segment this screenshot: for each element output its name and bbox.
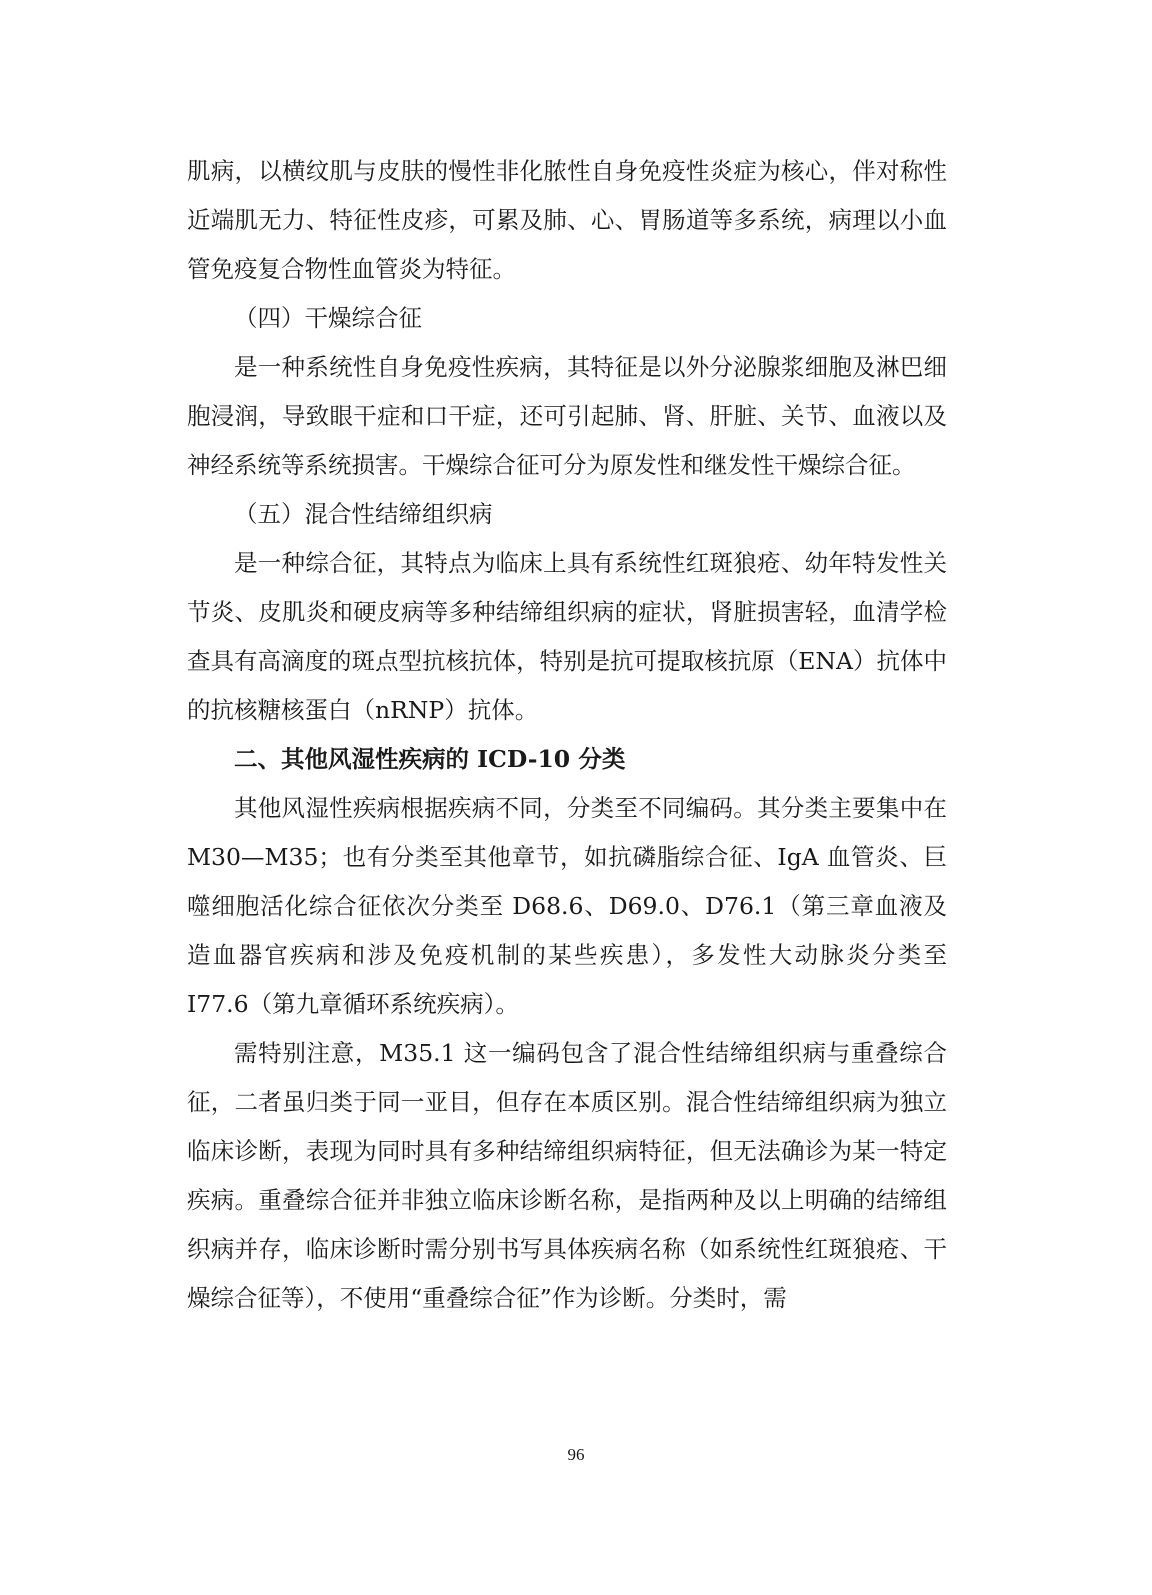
document-body xyxy=(187,147,947,1323)
subheading-mixed-connective-tissue-disease: （五）混合性结缔组织病 xyxy=(234,500,493,528)
section-heading-icd10-classification: 二、其他风湿性疾病的 ICD-10 分类 xyxy=(234,745,626,773)
page-number: 96 xyxy=(567,1445,585,1464)
paragraph-dermatomyositis-continued: 肌病，以横纹肌与皮肤的慢性非化脓性自身免疫性炎症为核心，伴对称性近端肌无力、特征性皮疹，可累及肺、心、胃肠道等多系统，病理以小血管免疫复合物性血管炎为特征。 xyxy=(187,157,947,283)
paragraph-icd10-codes: 其他风湿性疾病根据疾病不同，分类至不同编码。其分类主要集中在 M30—M35；也有分类至其他章节，如抗磷脂综合征、IgA 血管炎、巨噬细胞活化综合征依次分类至 D68.6、D69.0、D76.1（第三章血液及造血器官疾病和涉及免疫机制的某些疾患），多发性大动脉炎分类至 I77.6（第九章循环系统疾病）。 xyxy=(187,794,947,1018)
subheading-sjogren-syndrome: （四）干燥综合征 xyxy=(234,304,422,332)
paragraph-sjogren-syndrome: 是一种系统性自身免疫性疾病，其特征是以外分泌腺浆细胞及淋巴细胞浸润，导致眼干症和口干症，还可引起肺、肾、肝脏、关节、血液以及神经系统等系统损害。干燥综合征可分为原发性和继发性干燥综合征。 xyxy=(187,353,947,479)
paragraph-mixed-connective-tissue-disease: 是一种综合征，其特点为临床上具有系统性红斑狼疮、幼年特发性关节炎、皮肌炎和硬皮病等多种结缔组织病的症状，肾脏损害轻，血清学检查具有高滴度的斑点型抗核抗体，特别是抗可提取核抗原（ENA）抗体中的抗核糖核蛋白（nRNP）抗体。 xyxy=(187,549,947,724)
paragraph-m35-1-note: 需特别注意，M35.1 这一编码包含了混合性结缔组织病与重叠综合征，二者虽归类于同一亚目，但存在本质区别。混合性结缔组织病为独立临床诊断，表现为同时具有多种结缔组织病特征，但无法确诊为某一特定疾病。重叠综合征并非独立临床诊断名称，是指两种及以上明确的结缔组织病并存，临床诊断时需分别书写具体疾病名称（如系统性红斑狼疮、干燥综合征等），不使用“重叠综合征”作为诊断。分类时，需 xyxy=(187,1039,947,1312)
